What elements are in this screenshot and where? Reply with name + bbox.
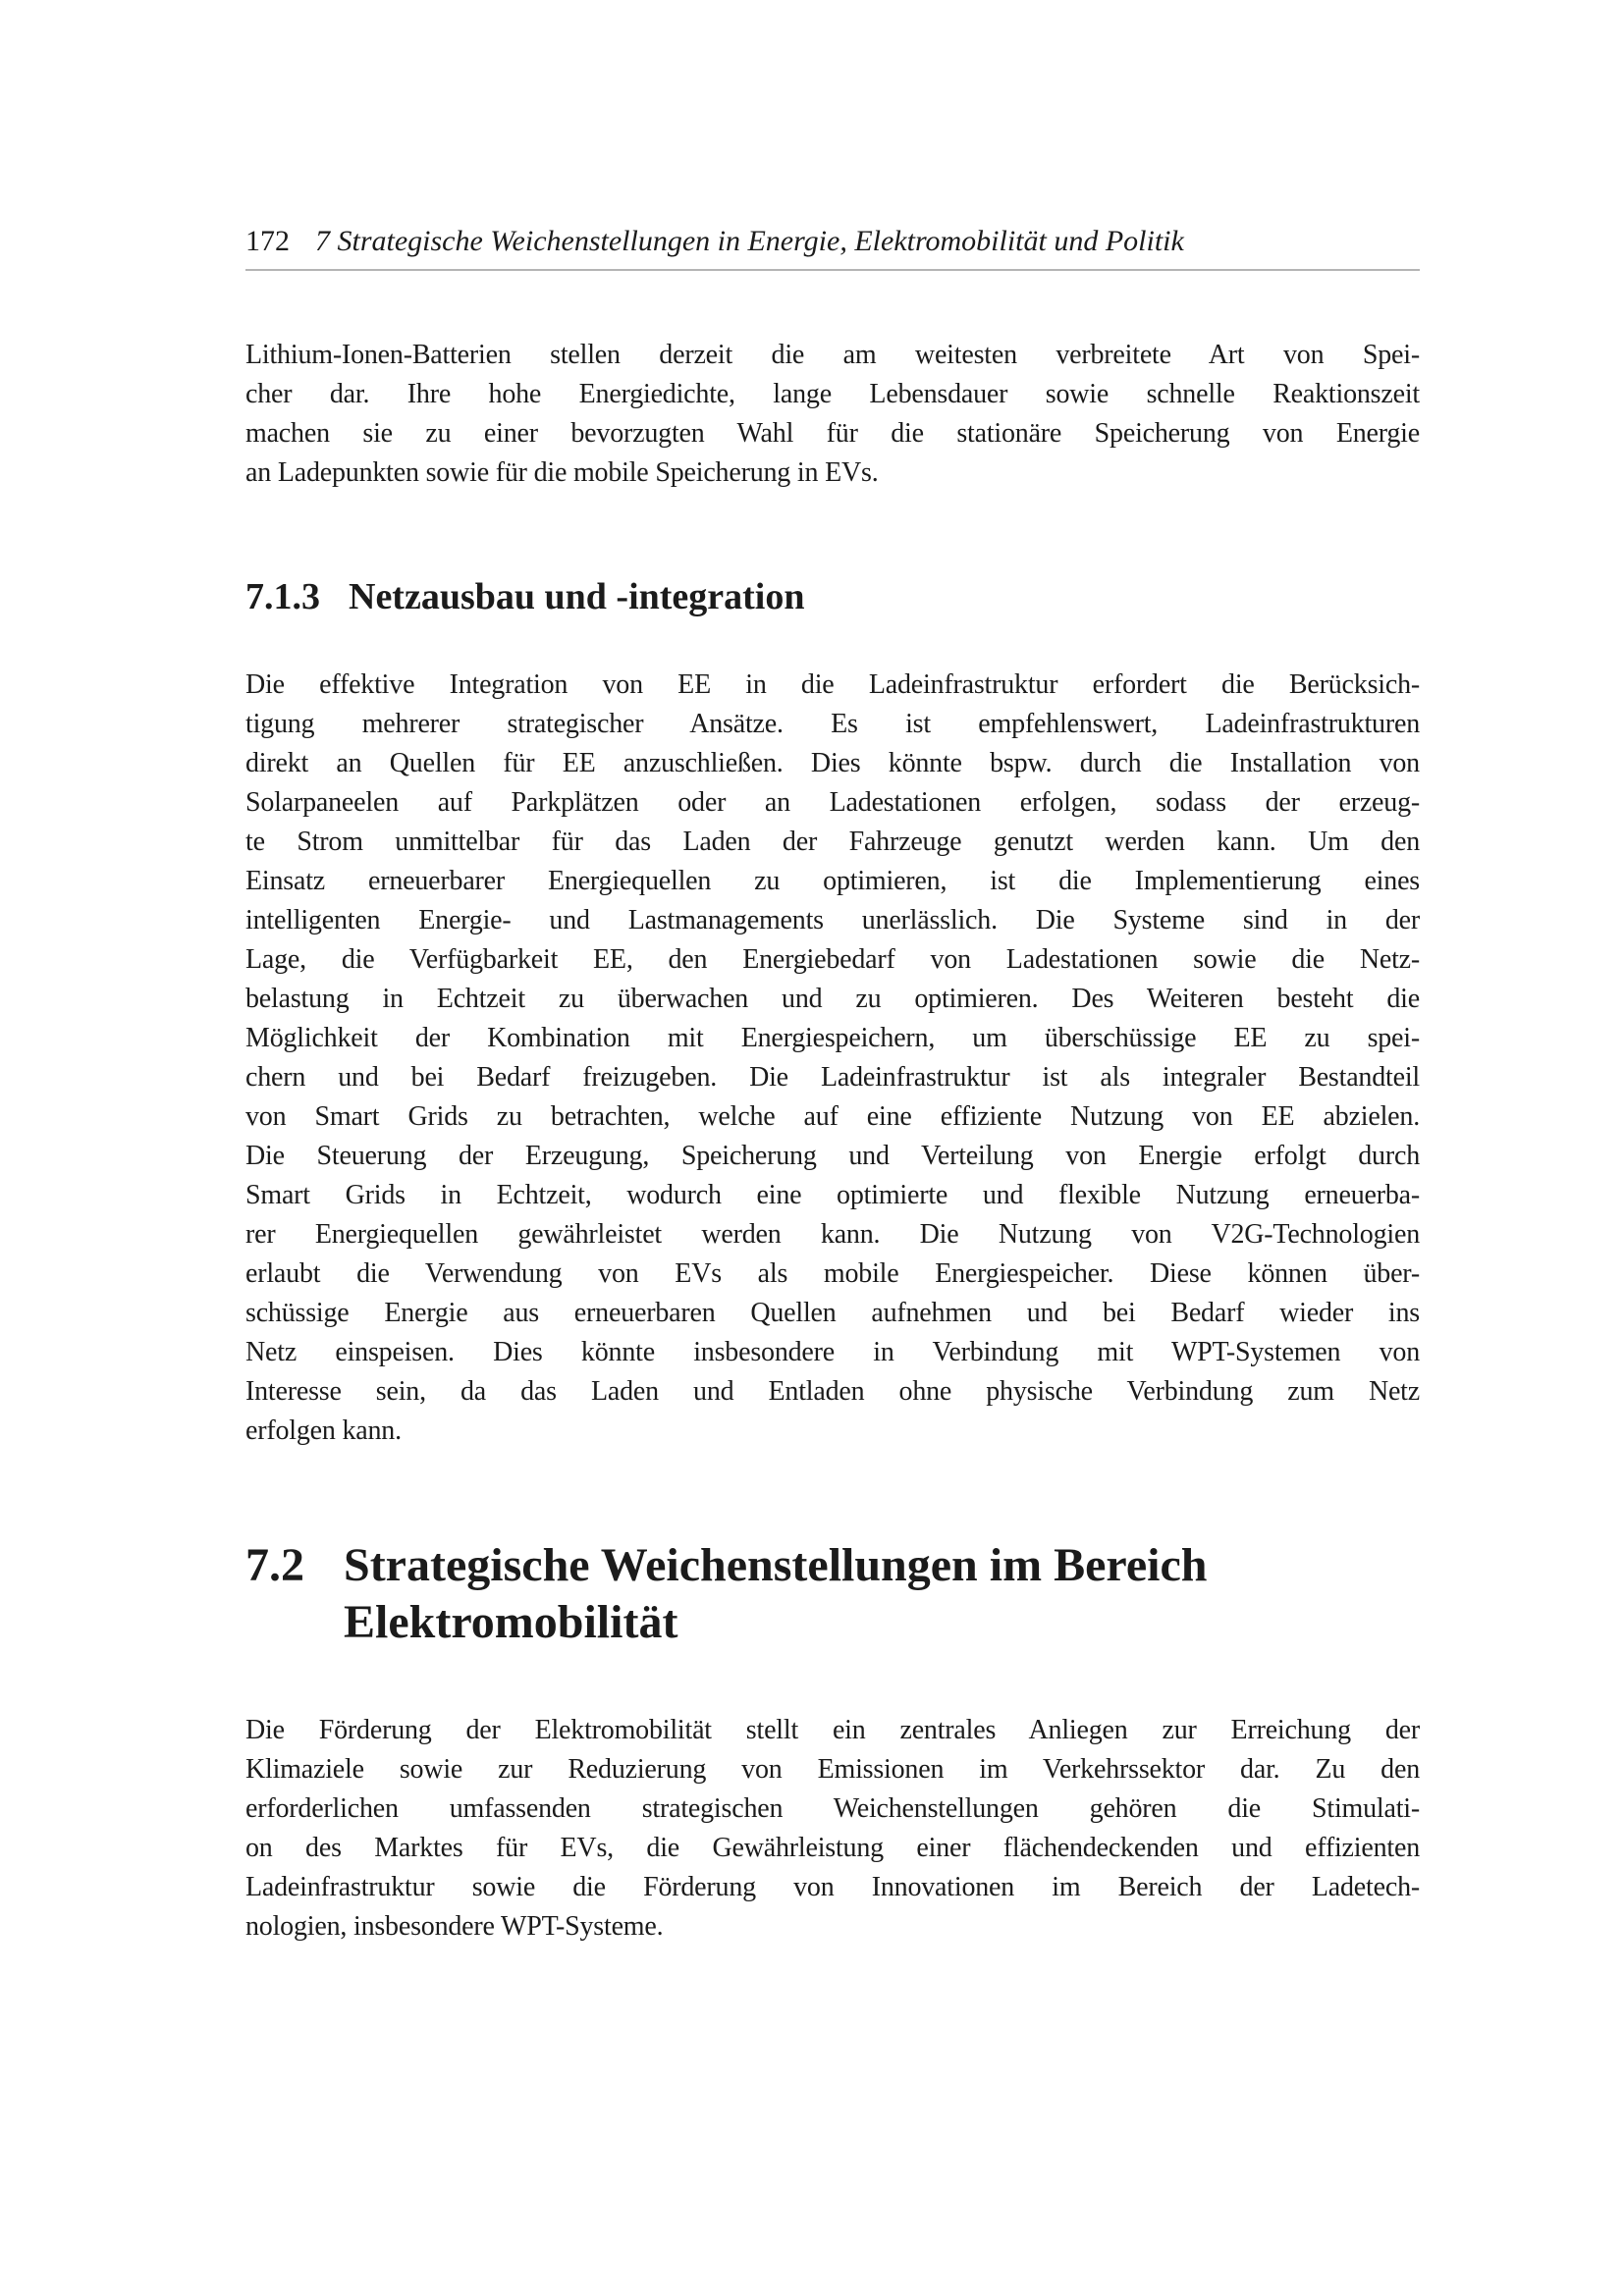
intro-paragraph <box>245 336 1420 493</box>
paragraph-line: Lithium-Ionen-Batterien stellen derzeit die am weitesten verbreitete Art von Spei- <box>245 340 1420 370</box>
paragraph-line: belastung in Echtzeit zu überwachen und zu optimieren. Des Weiteren besteht die <box>245 984 1420 1014</box>
paragraph-line: Smart Grids in Echtzeit, wodurch eine optimierte und flexible Nutzung erneuerba- <box>245 1180 1420 1210</box>
chapter-running-title: 7 Strategische Weichenstellungen in Energie, Elektromobilität und Politik <box>315 225 1184 257</box>
paragraph-line: schüssige Energie aus erneuerbaren Quellen aufnehmen und bei Bedarf wieder ins <box>245 1298 1420 1328</box>
paragraph-line: rer Energiequellen gewährleistet werden kann. Die Nutzung von V2G-Technologien <box>245 1219 1420 1250</box>
paragraph-line: Ladeinfrastruktur sowie die Förderung von Innovationen im Bereich der Ladetech- <box>245 1872 1420 1902</box>
subsection-title: Netzausbau und -integration <box>349 576 805 617</box>
paragraph-line: Einsatz erneuerbarer Energiequellen zu optimieren, ist die Implementierung eines <box>245 866 1420 896</box>
paragraph-line: Die effektive Integration von EE in die Ladeinfrastruktur erfordert die Berücksich- <box>245 669 1420 700</box>
paragraph-line: machen sie zu einer bevorzugten Wahl für die stationäre Speicherung von Energie <box>245 418 1420 449</box>
paragraph-line: von Smart Grids zu betrachten, welche auf eine effiziente Nutzung von EE abzielen. <box>245 1101 1420 1132</box>
section-title-line1: Strategische Weichenstellungen im Bereich <box>344 1539 1208 1591</box>
paragraph-line: Netz einspeisen. Dies könnte insbesondere in Verbindung mit WPT-Systemen von <box>245 1337 1420 1367</box>
paragraph-line: chern und bei Bedarf freizugeben. Die Ladeinfrastruktur ist als integraler Bestandteil <box>245 1062 1420 1093</box>
subsection-number: 7.1.3 <box>245 576 320 617</box>
paragraph-line: nologien, insbesondere WPT-Systeme. <box>245 1911 664 1942</box>
paragraph-line: erlaubt die Verwendung von EVs als mobile Energiespeicher. Diese können über- <box>245 1258 1420 1289</box>
paragraph-line: Möglichkeit der Kombination mit Energiespeichern, um überschüssige EE zu spei- <box>245 1023 1420 1053</box>
closing-paragraph <box>245 1711 1420 1947</box>
section-title <box>344 1537 1207 1651</box>
paragraph-line: Klimaziele sowie zur Reduzierung von Emissionen im Verkehrssektor dar. Zu den <box>245 1754 1420 1785</box>
paragraph-line: erforderlichen umfassenden strategischen Weichenstellungen gehören die Stimulati- <box>245 1793 1420 1824</box>
section-number: 7.2 <box>245 1539 304 1591</box>
paragraph-line: Interesse sein, da das Laden und Entladen ohne physische Verbindung zum Netz <box>245 1376 1420 1407</box>
page-number: 172 <box>245 225 290 257</box>
paragraph-line: Solarpaneelen auf Parkplätzen oder an Ladestationen erfolgen, sodass der erzeug- <box>245 787 1420 818</box>
paragraph-line: cher dar. Ihre hohe Energiedichte, lange Lebensdauer sowie schnelle Reaktionszeit <box>245 379 1420 409</box>
paragraph-line: tigung mehrerer strategischer Ansätze. Es ist empfehlenswert, Ladeinfrastrukturen <box>245 709 1420 739</box>
section-title-line2: Elektromobilität <box>344 1596 678 1648</box>
paragraph-line: erfolgen kann. <box>245 1415 402 1446</box>
paragraph-line: Die Steuerung der Erzeugung, Speicherung und Verteilung von Energie erfolgt durch <box>245 1141 1420 1171</box>
paragraph-line: intelligenten Energie- und Lastmanagements unerlässlich. Die Systeme sind in der <box>245 905 1420 935</box>
paragraph-line: Lage, die Verfügbarkeit EE, den Energiebedarf von Ladestationen sowie die Netz- <box>245 944 1420 975</box>
section-heading-7-2 <box>245 1537 1483 1651</box>
subsection-paragraph <box>245 666 1420 1451</box>
subsection-heading-7-1-3 <box>245 575 1420 618</box>
paragraph-line: an Ladepunkten sowie für die mobile Speicherung in EVs. <box>245 457 879 488</box>
paragraph-line: on des Marktes für EVs, die Gewährleistung einer flächendeckenden und effizienten <box>245 1833 1420 1863</box>
paragraph-line: Die Förderung der Elektromobilität stellt ein zentrales Anliegen zur Erreichung der <box>245 1715 1420 1745</box>
running-head <box>245 222 1420 271</box>
paragraph-line: te Strom unmittelbar für das Laden der Fahrzeuge genutzt werden kann. Um den <box>245 827 1420 857</box>
paragraph-line: direkt an Quellen für EE anzuschließen. Dies könnte bspw. durch die Installation von <box>245 748 1420 778</box>
